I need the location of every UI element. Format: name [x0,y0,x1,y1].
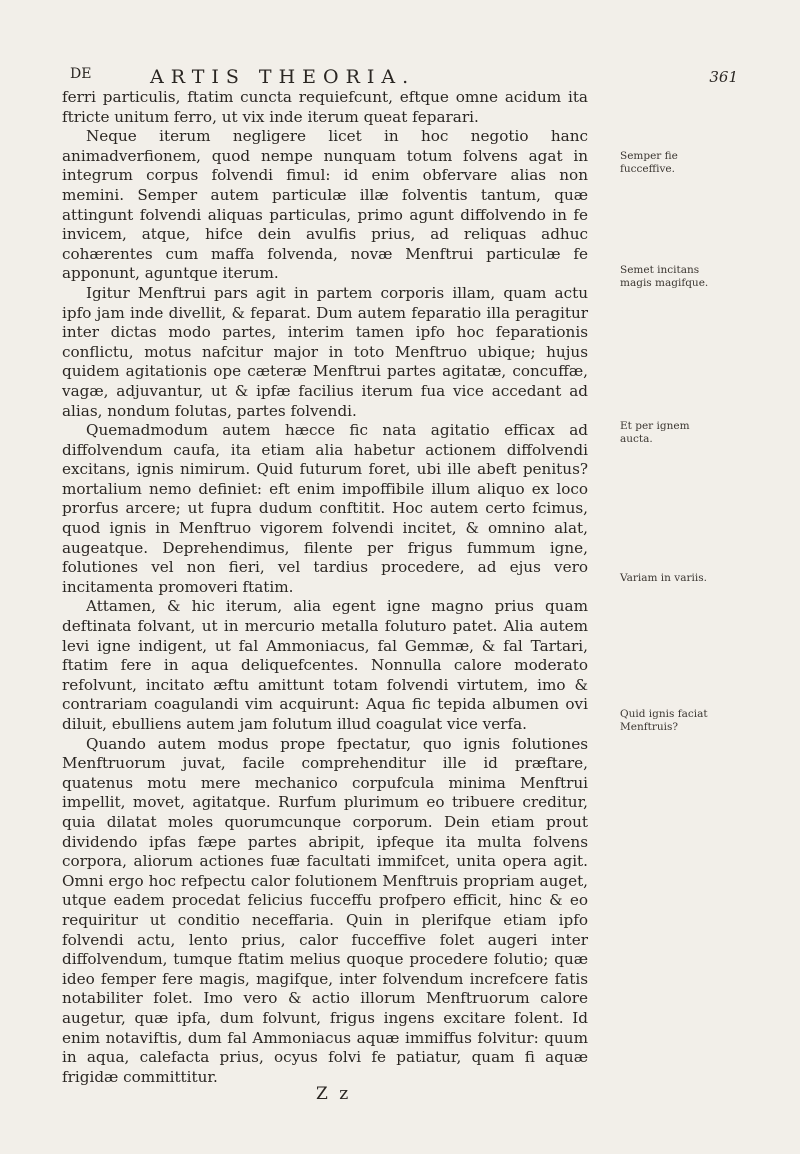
margin-note: Semet incitans magis magifque. [620,264,709,289]
signature-mark: Z z [316,1084,352,1104]
paragraph: ferri particulis, ftatim cuncta requiefcunt, eftque omne acidum ita ftricte unitum ferro, ut vix inde iterum queat feparari. [62,88,588,126]
running-header [70,66,738,88]
paragraph: Attamen, & hic iterum, alia egent igne magno prius quam deftinata folvant, ut in mercurio metalla foluturo patet. Alia autem levi igne indigent, ut fal Ammoniacus, fal Gemmæ, & fal Tartari, ftatim fere in aqua deliquefcentes. Nonnulla calore moderato refolvunt, incitato æftu amittunt totam folvendi virtutem, imo & contrariam coagulandi vim acquirunt: Aqua fic tepida albumen ovi diluit, ebulliens autem jam folutum illud coagulat vice verfa. [62,597,588,733]
paragraph: Neque iterum negligere licet in hoc negotio hanc animadverfionem, quod nempe nunquam totum folvens agat in integrum corpus folvendi fimul: id enim obfervare alias non memini. Semper autem particulæ illæ folventis tantum, quæ attingunt folvendi aliquas particulas, primo agunt diffolvendo in fe invicem, atque, hifce dein avulfis prius, ad reliquas adhuc cohærentes cum maffa folvenda, novæ Menftrui particulæ fe apponunt, aguntque iterum. [62,127,588,283]
header-left: DE [70,66,92,82]
main-text [62,88,588,1087]
paragraph: Quemadmodum autem hæcce fic nata agitatio efficax ad diffolvendum caufa, ita etiam alia habetur actionem diffolvendi excitans, ignis nimirum. Quid futurum foret, ubi ille abeft penitus? mortalium nemo definiet: eft enim impoffibile illum aliquo ex loco prorfus arcere; ut fupra dudum conftitit. Hoc autem certo fcimus, quod ignis in Menftruo vigorem folvendi incitet, & omnino alat, augeatque. Deprehendimus, filente per frigus fummum igne, folutiones vel non fieri, vel tardius procedere, ad ejus vero incitamenta promoveri ftatim. [62,421,588,596]
page-number: 361 [709,68,738,86]
paragraph: Quando autem modus prope fpectatur, quo ignis folutiones Menftruorum juvat, facile comprehenditur ille id præftare, quatenus motu mere mechanico corpufcula minima Menftrui impellit, movet, agitatque. Rurfum plurimum eo tribuere creditur, quia dilatat moles quorumcunque corporum. Dein etiam prout dividendo ipfas fæpe partes abripit, ipfeque ita multa folvens corpora, aliorum actiones fuæ facultati immifcet, unita opera agit. Omni ergo hoc refpectu calor folutionem Menftruis propriam auget, utque eadem procedat felicius fucceffu profpero efficit, hinc & eo requiritur ut conditio neceffaria. Quin in plerifque etiam ipfo folvendi actu, lento prius, calor fucceffive folet augeri inter diffolvendum, tumque ftatim melius quoque procedere folutio; quæ ideo femper fere magis, magifque, inter folvendum increfcere fatis notabiliter folet. Imo vero & actio illorum Menftruorum calore augetur, quæ ipfa, dum folvunt, frigus ingens excitare folent. Id enim notaviftis, dum fal Ammoniacus aquæ immiffus folvitur: quum in aqua, calefacta prius, ocyus folvi fe patiatur, quam fi aquæ frigidæ committitur. [62,734,588,1086]
margin-note: Semper fie fucceffive. [620,150,678,175]
header-title: ARTIS THEORIA. [150,66,416,88]
paragraph: Igitur Menftrui pars agit in partem corporis illam, quam actu ipfo jam inde divellit, & feparat. Dum autem feparatio illa peragitur inter dictas modo partes, interim tamen ipfo hoc feparationis conflictu, motus nafcitur major in toto Menftruo ubique; hujus quidem agitationis ope cæteræ Menftrui partes agitatæ, concuffæ, vagæ, adjuvantur, ut & ipfæ facilius iterum fua vice accedant ad alias, nondum folutas, partes folvendi. [62,283,588,420]
margin-note: Quid ignis faciat Menftruis? [620,708,708,733]
margin-note: Et per ignem aucta. [620,420,690,445]
margin-note: Variam in variis. [620,572,707,584]
